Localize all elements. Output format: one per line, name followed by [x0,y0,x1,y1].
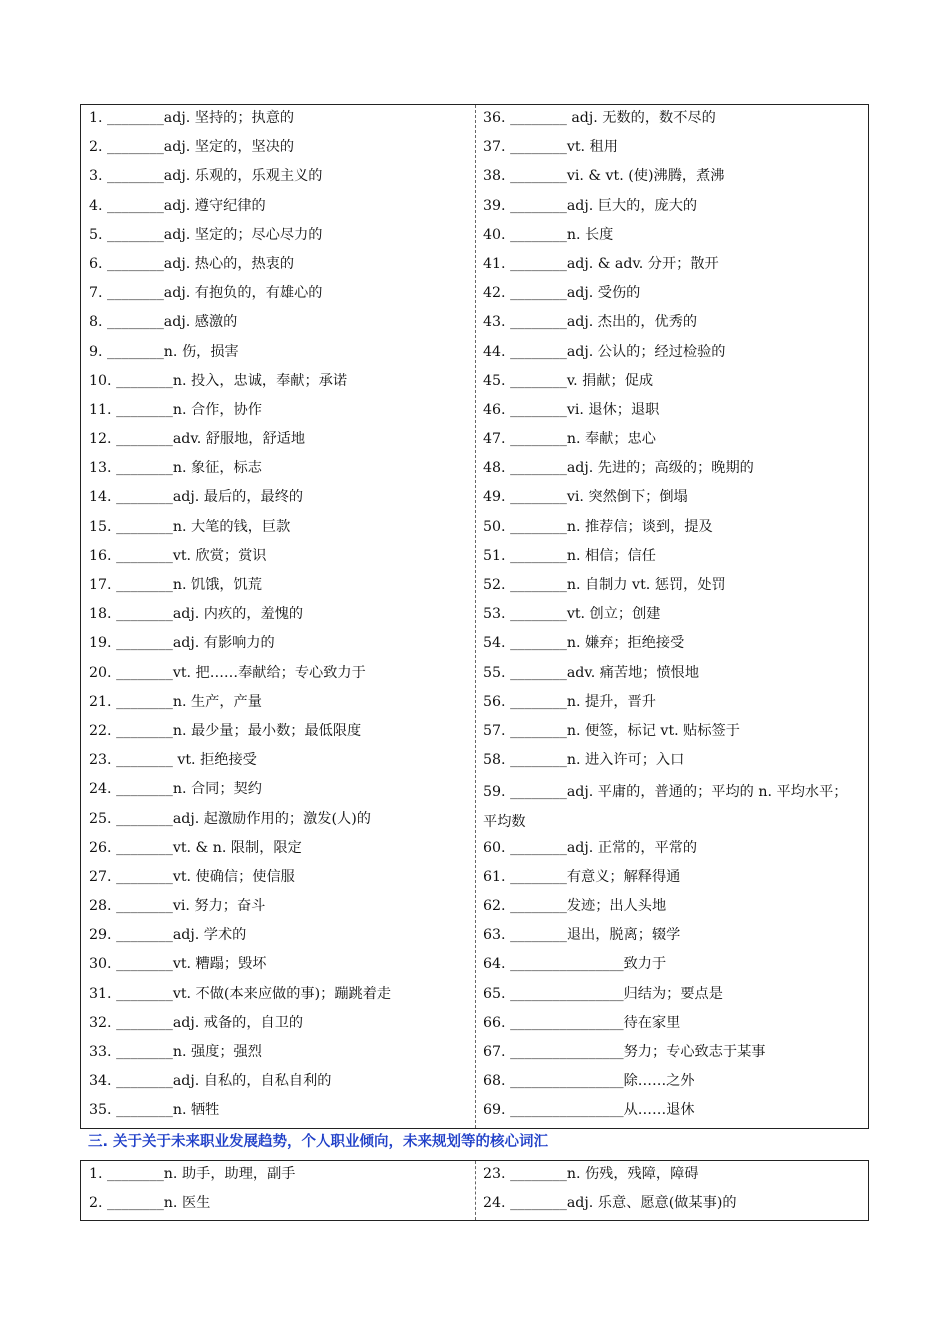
vocab-item-63: 63. ________退出，脱离；辍学 [483,927,681,944]
vocab-item-44: 44. ________adj. 公认的；经过检验的 [483,343,726,360]
vocab-item-62: 62. ________发迹；出人头地 [483,898,667,915]
vocab-item-47: 47. ________n. 奉献；忠心 [483,431,656,448]
vocab-item-68: 68. ________________除……之外 [483,1073,695,1090]
right-column [483,107,861,1129]
vocab-item-43: 43. ________adj. 杰出的，优秀的 [483,314,698,331]
vocab-item-52: 52. ________n. 自制力 vt. 惩罚，处罚 [483,577,726,593]
vocab-item-4: 4. ________adj. 遵守纪律的 [89,197,266,214]
vocab-item-60: 60. ________adj. 正常的，平常的 [483,839,698,856]
vocab-item-55: 55. ________adv. 痛苦地；愤恨地 [483,664,700,681]
vocab-item-37: 37. ________vt. 租用 [483,139,618,156]
column-divider [475,1161,476,1220]
vocab-item-26: 26. ________vt. & n. 限制，限定 [89,839,302,856]
vocab-item-59: 59. ________adj. 平庸的，普通的；平均的 n. 平均水平；平均数 [483,784,848,830]
vocab-item-28: 28. ________vi. 努力；奋斗 [89,898,266,915]
vocab-item-6: 6. ________adj. 热心的，热衷的 [89,255,295,272]
vocab-item-27: 27. ________vt. 使确信；使信服 [89,868,295,885]
vocab-item-53: 53. ________vt. 创立；创建 [483,606,661,623]
vocab-item-9: 9. ________n. 伤，损害 [89,343,239,360]
vocab-item-34: 34. ________adj. 自私的，自私自利的 [89,1073,332,1090]
vocab-item-61: 61. ________有意义；解释得通 [483,868,681,885]
vocab-item-41: 41. ________adj. & adv. 分开；散开 [483,255,719,272]
vocab-item-35: 35. ________n. 牺牲 [89,1102,220,1119]
column-divider [475,105,476,1128]
vocab-item-14: 14. ________adj. 最后的，最终的 [89,489,304,506]
vocab-item-65: 65. ________________归结为；要点是 [483,985,723,1002]
vocab-item-67: 67. ________________努力；专心致志于某事 [483,1044,766,1061]
section-heading: 三. 关于关于未来职业发展趋势，个人职业倾向，未来规划等的核心词汇 [88,1134,549,1150]
vocab-item-48: 48. ________adj. 先进的；高级的；晚期的 [483,460,754,477]
vocab-item-22: 22. ________n. 最少量；最小数；最低限度 [89,722,362,739]
vocab-item-21: 21. ________n. 生产，产量 [89,693,262,710]
vocab-item-7: 7. ________adj. 有抱负的，有雄心的 [89,285,323,302]
vocab-item-54: 54. ________n. 嫌弃；拒绝接受 [483,635,685,652]
vocab-item-3: 3. ________adj. 乐观的，乐观主义的 [89,168,323,185]
vocab-table-section3 [80,1160,869,1221]
vocab-item-23: 23. ________ vt. 拒绝接受 [89,752,257,769]
vocab-item-33: 33. ________n. 强度；强烈 [89,1044,262,1060]
vocab-item-46: 46. ________vi. 退休；退职 [483,401,660,418]
vocab-item-8: 8. ________adj. 感激的 [89,314,238,331]
vocab-item-2: 2. ________adj. 坚定的，坚决的 [89,139,295,156]
vocab-item-s3-1: 1. ________n. 助手，助理，副手 [89,1166,296,1182]
vocab-item-57: 57. ________n. 便签，标记 vt. 贴标签于 [483,722,740,739]
vocab-item-5: 5. ________adj. 坚定的；尽心尽力的 [89,226,323,243]
vocab-item-17: 17. ________n. 饥饿，饥荒 [89,577,262,593]
vocab-item-1: 1. ________adj. 坚持的；执意的 [89,110,295,126]
vocab-item-49: 49. ________vi. 突然倒下；倒塌 [483,489,688,506]
vocab-item-24: 24. ________n. 合同；契约 [89,781,262,798]
vocab-item-s3-24: 24. ________adj. 乐意、愿意(做某事)的 [483,1195,737,1212]
vocab-item-66: 66. ________________待在家里 [483,1014,681,1031]
vocab-item-39: 39. ________adj. 巨大的，庞大的 [483,197,698,214]
vocab-item-40: 40. ________n. 长度 [483,226,614,243]
vocab-item-45: 45. ________v. 捐献；促成 [483,372,654,389]
left-column [89,1163,469,1221]
vocab-item-20: 20. ________vt. 把……奉献给；专心致力于 [89,664,366,681]
vocab-item-69: 69. ________________从……退休 [483,1102,695,1119]
vocab-item-19: 19. ________adj. 有影响力的 [89,635,275,652]
vocab-item-18: 18. ________adj. 内疚的，羞愧的 [89,606,304,623]
vocab-item-12: 12. ________adv. 舒服地，舒适地 [89,431,306,448]
vocab-item-s3-23: 23. ________n. 伤残，残障，障碍 [483,1166,699,1182]
vocab-item-25: 25. ________adj. 起激励作用的；激发(人)的 [89,810,371,827]
vocab-item-13: 13. ________n. 象征，标志 [89,460,262,477]
vocab-item-51: 51. ________n. 相信；信任 [483,547,656,564]
vocab-item-31: 31. ________vt. 不做(本来应做的事)；蹦跳着走 [89,985,392,1002]
vocab-item-11: 11. ________n. 合作，协作 [89,401,262,418]
vocab-item-10: 10. ________n. 投入，忠诚，奉献；承诺 [89,372,348,389]
left-column [89,107,469,1129]
vocab-item-56: 56. ________n. 提升，晋升 [483,693,656,710]
vocab-item-29: 29. ________adj. 学术的 [89,927,247,944]
vocab-table-section2 [80,104,869,1129]
vocab-item-s3-2: 2. ________n. 医生 [89,1195,211,1212]
vocab-item-38: 38. ________vi. & vt. (使)沸腾，煮沸 [483,168,725,185]
right-column [483,1163,861,1221]
vocab-item-16: 16. ________vt. 欣赏；赏识 [89,547,267,564]
vocab-item-58: 58. ________n. 进入许可；入口 [483,752,685,769]
vocab-item-50: 50. ________n. 推荐信；谈到，提及 [483,518,713,535]
vocab-item-64: 64. ________________致力于 [483,956,667,973]
vocab-item-42: 42. ________adj. 受伤的 [483,285,641,302]
vocab-item-36: 36. ________ adj. 无数的，数不尽的 [483,110,716,126]
vocab-item-32: 32. ________adj. 戒备的，自卫的 [89,1014,304,1031]
vocab-item-30: 30. ________vt. 糟蹋；毁坏 [89,956,267,973]
vocab-item-15: 15. ________n. 大笔的钱，巨款 [89,518,291,535]
